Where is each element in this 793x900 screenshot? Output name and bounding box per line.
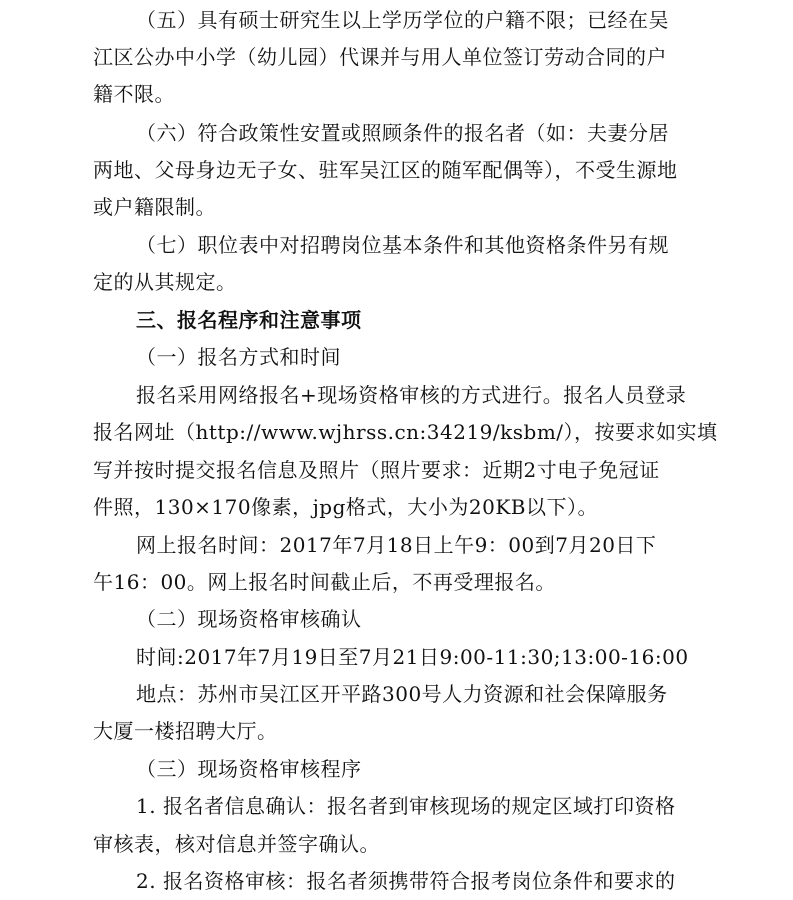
text-line: 籍不限。 [93, 82, 175, 106]
text-line: 地点：苏州市吴江区开平路300号人力资源和社会保障服务 [136, 682, 668, 706]
text-line: 件照，130×170像素，jpg格式，大小为20KB以下）。 [93, 495, 598, 519]
text-line: 定的从其规定。 [93, 270, 237, 294]
subsection-heading: （一）报名方式和时间 [136, 345, 341, 369]
text-line: （五）具有硕士研究生以上学历学位的户籍不限；已经在吴 [136, 8, 669, 32]
text-line: 写并按时提交报名信息及照片（照片要求：近期2寸电子免冠证 [93, 458, 660, 482]
text-line: 午16：00。网上报名时间截止后，不再受理报名。 [93, 570, 556, 594]
text-line: 大厦一楼招聘大厅。 [93, 719, 278, 743]
subsection-heading: （三）现场资格审核程序 [136, 757, 362, 781]
text-line: 报名采用网络报名+现场资格审核的方式进行。报名人员登录 [136, 383, 687, 407]
text-line: （六）符合政策性安置或照顾条件的报名者（如：夫妻分居 [136, 121, 669, 145]
text-line: 或户籍限制。 [93, 195, 216, 219]
section-heading: 三、报名程序和注意事项 [136, 308, 362, 332]
text-line: 两地、父母身边无子女、驻军吴江区的随军配偶等），不受生源地 [93, 158, 678, 182]
text-line: 1. 报名者信息确认：报名者到审核现场的规定区域打印资格 [136, 794, 676, 818]
text-line: 报名网址（http://www.wjhrss.cn:34219/ksbm/），按要求如实填 [93, 420, 718, 444]
text-line: 网上报名时间：2017年7月18日上午9：00到7月20日下 [136, 533, 657, 557]
text-line: （七）职位表中对招聘岗位基本条件和其他资格条件另有规 [136, 233, 669, 257]
text-line: 审核表，核对信息并签字确认。 [93, 832, 380, 856]
text-line: 时间:2017年7月19日至7月21日9:00-11:30;13:00-16:00 [136, 645, 689, 669]
subsection-heading: （二）现场资格审核确认 [136, 607, 362, 631]
text-line: 2. 报名资格审核：报名者须携带符合报考岗位条件和要求的 [136, 869, 676, 893]
text-line: 江区公办中小学（幼儿园）代课并与用人单位签订劳动合同的户 [93, 45, 667, 69]
